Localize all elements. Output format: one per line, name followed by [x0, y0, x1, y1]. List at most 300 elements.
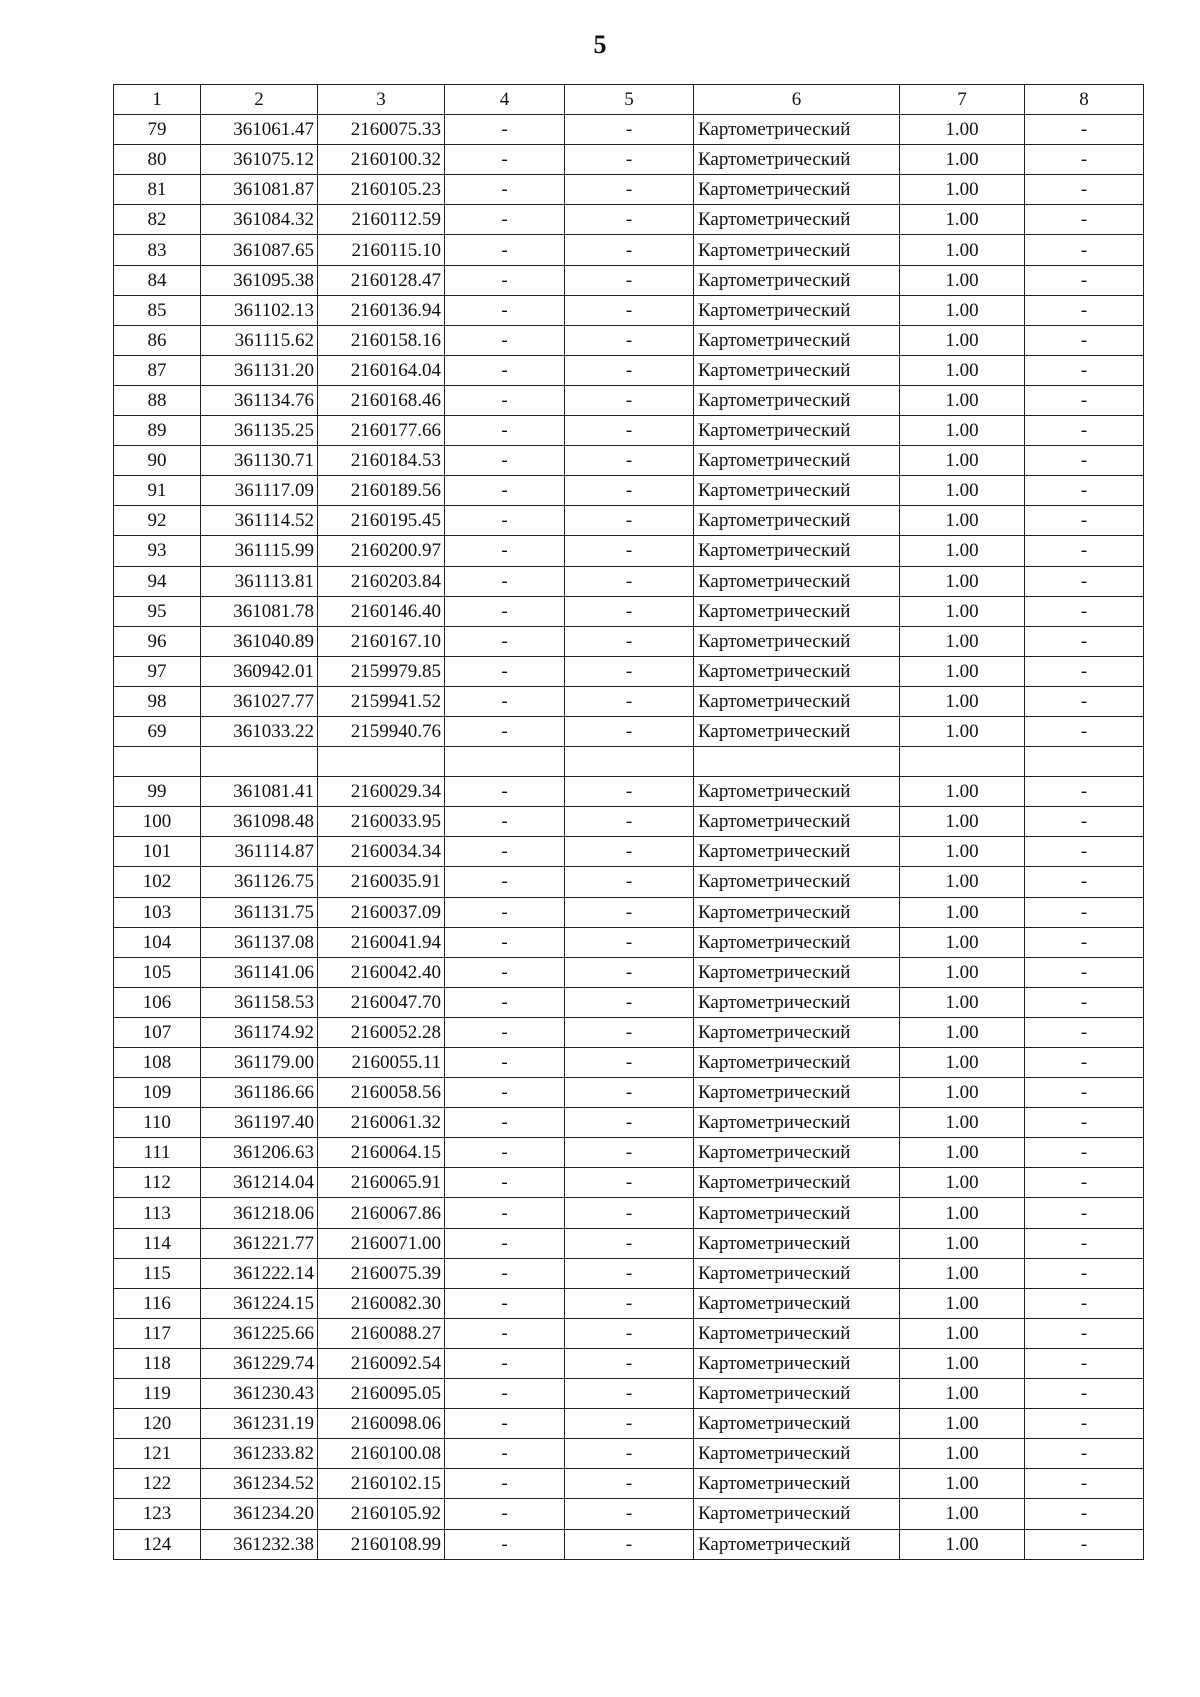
cell-accuracy: 1.00: [900, 987, 1025, 1017]
cell-accuracy: 1.00: [900, 1379, 1025, 1409]
cell-point-number: 91: [114, 476, 201, 506]
cell-method: Картометрический: [694, 566, 900, 596]
cell-point-number: 88: [114, 385, 201, 415]
cell-method: Картометрический: [694, 686, 900, 716]
table-row: [114, 1198, 1144, 1228]
cell-col-4: -: [445, 1108, 565, 1138]
cell-col-8: -: [1025, 1078, 1144, 1108]
cell-col-4: -: [445, 1078, 565, 1108]
table-row: [114, 566, 1144, 596]
cell-col-4: -: [445, 205, 565, 235]
table-row: [114, 1499, 1144, 1529]
cell-point-number: 84: [114, 265, 201, 295]
cell-col-5: -: [565, 355, 694, 385]
cell-accuracy: 1.00: [900, 325, 1025, 355]
cell-accuracy: 1.00: [900, 1198, 1025, 1228]
cell-point-number: 82: [114, 205, 201, 235]
cell-col-5: -: [565, 837, 694, 867]
cell-x-coordinate: 361115.62: [201, 325, 318, 355]
table-row: [114, 1138, 1144, 1168]
cell-method: Картометрический: [694, 536, 900, 566]
cell-method: Картометрический: [694, 807, 900, 837]
cell-col-5: -: [565, 1529, 694, 1559]
table-row: [114, 295, 1144, 325]
cell-method: Картометрический: [694, 1499, 900, 1529]
table-row: [114, 897, 1144, 927]
cell-col-4: -: [445, 235, 565, 265]
cell-col-8: -: [1025, 1048, 1144, 1078]
cell-y-coordinate: 2159941.52: [318, 686, 445, 716]
cell-y-coordinate: 2160061.32: [318, 1108, 445, 1138]
cell-col-5: -: [565, 1258, 694, 1288]
cell-x-coordinate: 361131.20: [201, 355, 318, 385]
table-row: [114, 1318, 1144, 1348]
cell-point-number: 95: [114, 596, 201, 626]
cell-point-number: 102: [114, 867, 201, 897]
cell-point-number: 85: [114, 295, 201, 325]
cell-accuracy: 1.00: [900, 1288, 1025, 1318]
cell-col-4: -: [445, 1409, 565, 1439]
cell-x-coordinate: 361186.66: [201, 1078, 318, 1108]
cell-col-5: -: [565, 1108, 694, 1138]
cell-col-5: -: [565, 325, 694, 355]
cell-accuracy: 1.00: [900, 807, 1025, 837]
cell-col-5: -: [565, 1348, 694, 1378]
cell-col-4: -: [445, 506, 565, 536]
cell-accuracy: 1.00: [900, 837, 1025, 867]
cell-y-coordinate: 2160108.99: [318, 1529, 445, 1559]
column-header-1: 1: [114, 85, 201, 115]
cell-x-coordinate: 361087.65: [201, 235, 318, 265]
table-row: [114, 446, 1144, 476]
cell-col-4: -: [445, 927, 565, 957]
cell-col-5: -: [565, 536, 694, 566]
cell-col-8: -: [1025, 1228, 1144, 1258]
column-header-8: 8: [1025, 85, 1144, 115]
cell-point-number: 97: [114, 656, 201, 686]
cell-x-coordinate: 361131.75: [201, 897, 318, 927]
cell-col-5: -: [565, 506, 694, 536]
cell-method: [694, 747, 900, 777]
cell-x-coordinate: 361234.52: [201, 1469, 318, 1499]
table-row: [114, 807, 1144, 837]
cell-col-8: -: [1025, 957, 1144, 987]
cell-col-5: -: [565, 295, 694, 325]
cell-y-coordinate: 2160105.23: [318, 175, 445, 205]
cell-accuracy: [900, 747, 1025, 777]
cell-method: Картометрический: [694, 626, 900, 656]
cell-col-8: -: [1025, 476, 1144, 506]
cell-col-4: -: [445, 626, 565, 656]
table-row: [114, 1439, 1144, 1469]
cell-accuracy: 1.00: [900, 145, 1025, 175]
cell-point-number: 87: [114, 355, 201, 385]
table-row: [114, 1258, 1144, 1288]
cell-method: Картометрический: [694, 446, 900, 476]
cell-col-8: -: [1025, 235, 1144, 265]
cell-accuracy: 1.00: [900, 1529, 1025, 1559]
cell-point-number: 110: [114, 1108, 201, 1138]
table-row: [114, 686, 1144, 716]
cell-y-coordinate: 2160203.84: [318, 566, 445, 596]
cell-method: Картометрический: [694, 927, 900, 957]
cell-col-4: -: [445, 566, 565, 596]
cell-x-coordinate: 361206.63: [201, 1138, 318, 1168]
cell-y-coordinate: 2160082.30: [318, 1288, 445, 1318]
table-row: [114, 596, 1144, 626]
cell-col-5: -: [565, 897, 694, 927]
cell-col-4: -: [445, 536, 565, 566]
cell-y-coordinate: 2160177.66: [318, 416, 445, 446]
cell-accuracy: 1.00: [900, 1138, 1025, 1168]
cell-accuracy: 1.00: [900, 265, 1025, 295]
cell-col-5: -: [565, 716, 694, 746]
table-row: [114, 175, 1144, 205]
cell-col-5: -: [565, 1379, 694, 1409]
cell-accuracy: 1.00: [900, 1078, 1025, 1108]
cell-x-coordinate: 361222.14: [201, 1258, 318, 1288]
cell-col-4: -: [445, 837, 565, 867]
cell-point-number: 98: [114, 686, 201, 716]
cell-y-coordinate: 2160042.40: [318, 957, 445, 987]
cell-y-coordinate: 2160158.16: [318, 325, 445, 355]
cell-point-number: 106: [114, 987, 201, 1017]
cell-accuracy: 1.00: [900, 1108, 1025, 1138]
cell-method: Картометрический: [694, 476, 900, 506]
cell-y-coordinate: 2160102.15: [318, 1469, 445, 1499]
cell-col-5: -: [565, 566, 694, 596]
cell-col-5: -: [565, 1017, 694, 1047]
cell-x-coordinate: 361229.74: [201, 1348, 318, 1378]
cell-point-number: 118: [114, 1348, 201, 1378]
table-row: [114, 1348, 1144, 1378]
cell-col-4: -: [445, 325, 565, 355]
table-header: [114, 85, 1144, 115]
cell-method: Картометрический: [694, 596, 900, 626]
cell-col-4: -: [445, 1198, 565, 1228]
cell-method: Картометрический: [694, 1198, 900, 1228]
cell-y-coordinate: 2160034.34: [318, 837, 445, 867]
table-row: [114, 1228, 1144, 1258]
table-row: [114, 716, 1144, 746]
cell-x-coordinate: 361230.43: [201, 1379, 318, 1409]
cell-method: Картометрический: [694, 1318, 900, 1348]
cell-col-8: -: [1025, 416, 1144, 446]
cell-col-5: -: [565, 777, 694, 807]
cell-y-coordinate: 2160041.94: [318, 927, 445, 957]
cell-col-5: -: [565, 957, 694, 987]
cell-col-5: -: [565, 205, 694, 235]
cell-x-coordinate: 361033.22: [201, 716, 318, 746]
cell-x-coordinate: 361224.15: [201, 1288, 318, 1318]
cell-col-8: -: [1025, 807, 1144, 837]
cell-col-8: -: [1025, 1138, 1144, 1168]
cell-y-coordinate: 2160064.15: [318, 1138, 445, 1168]
cell-col-8: -: [1025, 145, 1144, 175]
cell-col-8: -: [1025, 867, 1144, 897]
cell-method: Картометрический: [694, 295, 900, 325]
cell-col-5: -: [565, 1409, 694, 1439]
cell-col-5: -: [565, 807, 694, 837]
cell-method: Картометрический: [694, 416, 900, 446]
cell-col-4: -: [445, 1348, 565, 1378]
cell-x-coordinate: 361197.40: [201, 1108, 318, 1138]
cell-x-coordinate: 361081.87: [201, 175, 318, 205]
cell-col-4: -: [445, 265, 565, 295]
cell-y-coordinate: 2160100.32: [318, 145, 445, 175]
cell-col-5: -: [565, 1499, 694, 1529]
cell-method: Картометрический: [694, 1048, 900, 1078]
cell-method: Картометрический: [694, 1017, 900, 1047]
cell-point-number: 86: [114, 325, 201, 355]
cell-point-number: 114: [114, 1228, 201, 1258]
cell-y-coordinate: 2160098.06: [318, 1409, 445, 1439]
cell-col-8: -: [1025, 837, 1144, 867]
cell-point-number: 90: [114, 446, 201, 476]
cell-y-coordinate: 2160035.91: [318, 867, 445, 897]
cell-point-number: 109: [114, 1078, 201, 1108]
cell-y-coordinate: 2160136.94: [318, 295, 445, 325]
cell-col-4: -: [445, 1017, 565, 1047]
cell-col-4: -: [445, 476, 565, 506]
column-header-3: 3: [318, 85, 445, 115]
cell-point-number: 80: [114, 145, 201, 175]
cell-y-coordinate: 2160052.28: [318, 1017, 445, 1047]
cell-x-coordinate: 361134.76: [201, 385, 318, 415]
table-row: [114, 1409, 1144, 1439]
cell-col-5: -: [565, 686, 694, 716]
cell-y-coordinate: 2160033.95: [318, 807, 445, 837]
cell-col-4: -: [445, 385, 565, 415]
cell-col-8: -: [1025, 716, 1144, 746]
cell-col-5: -: [565, 175, 694, 205]
cell-accuracy: 1.00: [900, 897, 1025, 927]
cell-col-4: -: [445, 1138, 565, 1168]
cell-point-number: 83: [114, 235, 201, 265]
cell-x-coordinate: 361095.38: [201, 265, 318, 295]
cell-accuracy: 1.00: [900, 295, 1025, 325]
cell-col-8: -: [1025, 325, 1144, 355]
table-row: [114, 957, 1144, 987]
cell-col-8: -: [1025, 1288, 1144, 1318]
cell-method: Картометрический: [694, 1108, 900, 1138]
cell-col-4: -: [445, 416, 565, 446]
cell-x-coordinate: 361130.71: [201, 446, 318, 476]
cell-y-coordinate: 2160058.56: [318, 1078, 445, 1108]
cell-col-5: -: [565, 927, 694, 957]
cell-col-4: -: [445, 115, 565, 145]
table-row: [114, 1469, 1144, 1499]
cell-accuracy: 1.00: [900, 1228, 1025, 1258]
cell-col-4: -: [445, 1168, 565, 1198]
cell-point-number: 103: [114, 897, 201, 927]
cell-col-4: -: [445, 1379, 565, 1409]
table-row: [114, 927, 1144, 957]
cell-method: Картометрический: [694, 205, 900, 235]
cell-col-5: [565, 747, 694, 777]
cell-col-5: -: [565, 235, 694, 265]
cell-x-coordinate: 361102.13: [201, 295, 318, 325]
cell-col-4: -: [445, 1529, 565, 1559]
cell-method: Картометрический: [694, 867, 900, 897]
table-row: [114, 777, 1144, 807]
cell-col-5: -: [565, 1198, 694, 1228]
table-row: [114, 867, 1144, 897]
cell-col-4: -: [445, 1469, 565, 1499]
cell-accuracy: 1.00: [900, 1439, 1025, 1469]
cell-col-5: -: [565, 1439, 694, 1469]
cell-col-8: -: [1025, 1108, 1144, 1138]
cell-accuracy: 1.00: [900, 1258, 1025, 1288]
table-row: [114, 1108, 1144, 1138]
table-row: [114, 1288, 1144, 1318]
cell-x-coordinate: 361040.89: [201, 626, 318, 656]
cell-col-8: [1025, 747, 1144, 777]
cell-point-number: 107: [114, 1017, 201, 1047]
cell-accuracy: 1.00: [900, 205, 1025, 235]
cell-accuracy: 1.00: [900, 416, 1025, 446]
cell-col-4: -: [445, 355, 565, 385]
cell-col-8: -: [1025, 1168, 1144, 1198]
cell-y-coordinate: 2160105.92: [318, 1499, 445, 1529]
cell-method: Картометрический: [694, 716, 900, 746]
cell-method: Картометрический: [694, 1348, 900, 1378]
cell-col-4: -: [445, 1318, 565, 1348]
cell-method: Картометрический: [694, 957, 900, 987]
cell-accuracy: 1.00: [900, 957, 1025, 987]
cell-x-coordinate: 361061.47: [201, 115, 318, 145]
table-row: [114, 1379, 1144, 1409]
cell-x-coordinate: 361174.92: [201, 1017, 318, 1047]
cell-method: Картометрический: [694, 777, 900, 807]
cell-point-number: 69: [114, 716, 201, 746]
table-row: [114, 1529, 1144, 1559]
cell-col-8: -: [1025, 1017, 1144, 1047]
cell-x-coordinate: 361233.82: [201, 1439, 318, 1469]
cell-col-4: -: [445, 1048, 565, 1078]
cell-col-8: -: [1025, 385, 1144, 415]
cell-point-number: 117: [114, 1318, 201, 1348]
table-body: [114, 115, 1144, 1560]
cell-y-coordinate: 2160189.56: [318, 476, 445, 506]
cell-point-number: 116: [114, 1288, 201, 1318]
cell-col-8: -: [1025, 1258, 1144, 1288]
cell-col-8: -: [1025, 596, 1144, 626]
cell-x-coordinate: 361214.04: [201, 1168, 318, 1198]
cell-col-5: -: [565, 446, 694, 476]
table-row: [114, 235, 1144, 265]
cell-col-5: -: [565, 1138, 694, 1168]
table-row: [114, 1078, 1144, 1108]
cell-col-4: -: [445, 897, 565, 927]
cell-accuracy: 1.00: [900, 385, 1025, 415]
cell-accuracy: 1.00: [900, 1168, 1025, 1198]
table-row: [114, 115, 1144, 145]
cell-accuracy: 1.00: [900, 1499, 1025, 1529]
cell-col-8: -: [1025, 1409, 1144, 1439]
cell-accuracy: 1.00: [900, 115, 1025, 145]
cell-col-5: -: [565, 385, 694, 415]
cell-col-8: -: [1025, 1469, 1144, 1499]
cell-point-number: 100: [114, 807, 201, 837]
cell-point-number: 96: [114, 626, 201, 656]
cell-col-8: -: [1025, 1379, 1144, 1409]
cell-method: Картометрический: [694, 115, 900, 145]
cell-col-8: -: [1025, 777, 1144, 807]
cell-y-coordinate: 2160184.53: [318, 446, 445, 476]
cell-x-coordinate: 361081.78: [201, 596, 318, 626]
cell-y-coordinate: 2160128.47: [318, 265, 445, 295]
table-row: [114, 355, 1144, 385]
table-row: [114, 1048, 1144, 1078]
cell-point-number: 121: [114, 1439, 201, 1469]
cell-method: Картометрический: [694, 837, 900, 867]
cell-y-coordinate: 2160100.08: [318, 1439, 445, 1469]
cell-y-coordinate: [318, 747, 445, 777]
cell-method: Картометрический: [694, 1469, 900, 1499]
cell-y-coordinate: 2160095.05: [318, 1379, 445, 1409]
column-header-6: 6: [694, 85, 900, 115]
cell-col-5: -: [565, 1078, 694, 1108]
cell-col-4: -: [445, 446, 565, 476]
cell-point-number: 89: [114, 416, 201, 446]
cell-col-4: -: [445, 1288, 565, 1318]
column-header-2: 2: [201, 85, 318, 115]
table-row: [114, 325, 1144, 355]
cell-col-8: -: [1025, 506, 1144, 536]
cell-x-coordinate: [201, 747, 318, 777]
table-row: [114, 626, 1144, 656]
table-row: [114, 656, 1144, 686]
cell-col-5: -: [565, 626, 694, 656]
header-row: [114, 85, 1144, 115]
cell-x-coordinate: 361114.87: [201, 837, 318, 867]
cell-col-4: -: [445, 716, 565, 746]
cell-method: Картометрический: [694, 325, 900, 355]
cell-method: Картометрический: [694, 897, 900, 927]
cell-y-coordinate: 2160164.04: [318, 355, 445, 385]
cell-y-coordinate: 2160071.00: [318, 1228, 445, 1258]
cell-accuracy: 1.00: [900, 596, 1025, 626]
cell-method: Картометрический: [694, 1288, 900, 1318]
cell-col-4: -: [445, 656, 565, 686]
cell-method: Картометрический: [694, 145, 900, 175]
cell-y-coordinate: 2160167.10: [318, 626, 445, 656]
cell-method: Картометрический: [694, 1228, 900, 1258]
cell-point-number: 124: [114, 1529, 201, 1559]
cell-point-number: 79: [114, 115, 201, 145]
cell-col-8: -: [1025, 987, 1144, 1017]
page-number: 5: [593, 30, 607, 59]
cell-point-number: 113: [114, 1198, 201, 1228]
cell-col-5: -: [565, 867, 694, 897]
table-row: [114, 1168, 1144, 1198]
cell-method: Картометрический: [694, 175, 900, 205]
cell-accuracy: 1.00: [900, 506, 1025, 536]
cell-y-coordinate: 2160168.46: [318, 385, 445, 415]
cell-x-coordinate: 361221.77: [201, 1228, 318, 1258]
cell-point-number: 99: [114, 777, 201, 807]
cell-x-coordinate: 361098.48: [201, 807, 318, 837]
cell-col-8: -: [1025, 175, 1144, 205]
cell-col-5: -: [565, 1288, 694, 1318]
cell-accuracy: 1.00: [900, 1048, 1025, 1078]
table-row: [114, 536, 1144, 566]
cell-x-coordinate: 361218.06: [201, 1198, 318, 1228]
cell-method: Картометрический: [694, 1258, 900, 1288]
cell-point-number: 93: [114, 536, 201, 566]
cell-y-coordinate: 2160047.70: [318, 987, 445, 1017]
